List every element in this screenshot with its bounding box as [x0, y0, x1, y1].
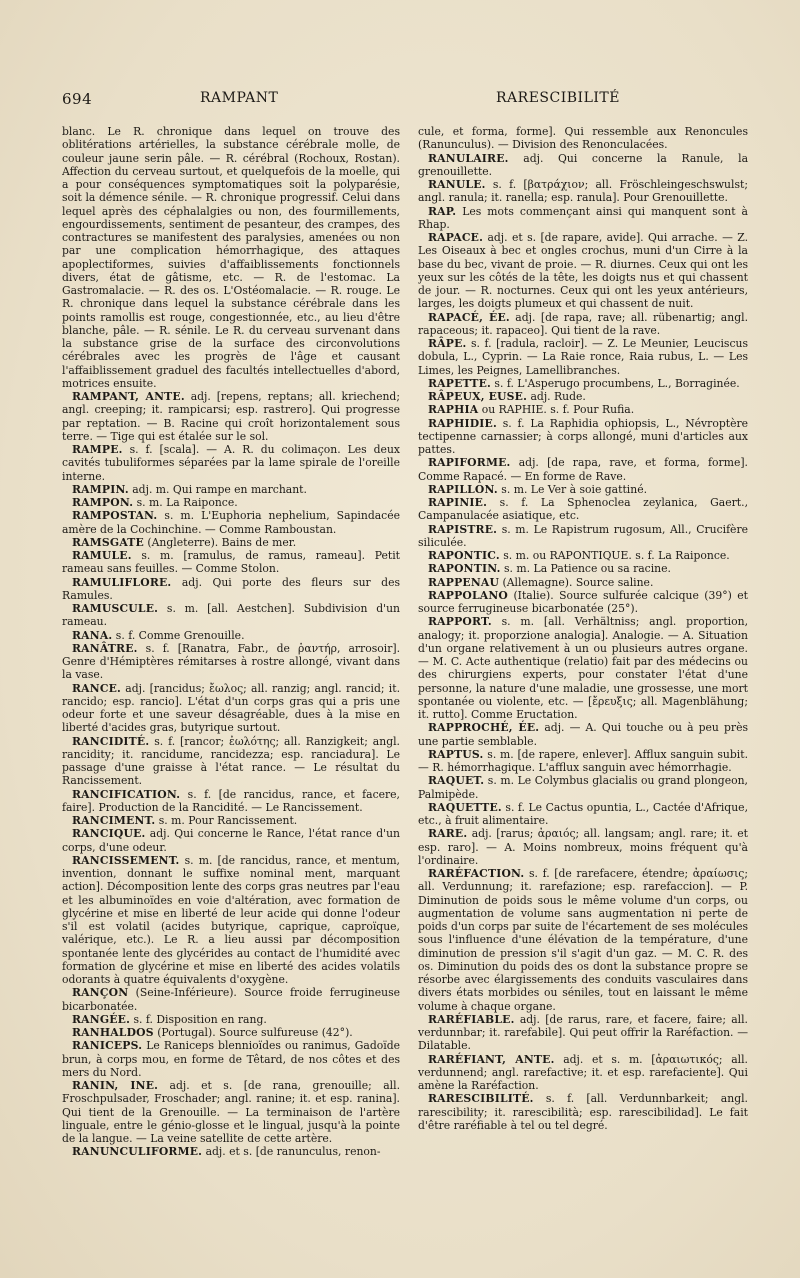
dictionary-entry [418, 801, 748, 828]
headword-right: RARESCIBILITÉ [496, 90, 620, 106]
entry-headword: RANICEPS. [72, 1039, 143, 1053]
dictionary-entry [62, 642, 400, 682]
dictionary-entry [62, 390, 400, 443]
entry-text: s. f. [scala]. — A. R. du colimaçon. Les deux cavités tubuliformes séparées par la lame spirale de l'oreille interne. [62, 443, 400, 483]
dictionary-entry [418, 748, 748, 775]
dictionary-entry [62, 536, 400, 549]
entry-text: s. m. La Raiponce. [136, 496, 238, 509]
dictionary-entry [418, 337, 748, 377]
entry-text: (Portugal). Source sulfureuse (42°). [157, 1026, 353, 1039]
entry-text: s. f. L'Asperugo procumbens, L., Borraginée. [494, 376, 740, 390]
dictionary-entry [418, 1092, 748, 1132]
entry-text: adj. [repens, reptans; all. kriechend; angl. creeping; it. rampicarsi; esp. rastrero]. Qui progresse par reptation. — B. Racine qui croît horizontalement sous terre. — Tige qui est étalée sur le sol. [62, 390, 400, 443]
entry-text: s. m. L'Euphoria nephelium, Sapindacée amère de la Cochinchine. — Comme Ramboustan. [62, 509, 400, 536]
dictionary-entry [418, 417, 748, 457]
running-header [0, 90, 800, 114]
entry-headword: RANA. [72, 628, 113, 642]
entry-headword: RANULAIRE. [428, 151, 509, 165]
entry-text: adj. — A. Qui touche ou à peu près une partie semblable. [418, 721, 748, 748]
dictionary-entry [62, 576, 400, 603]
entry-text: s. f. [all. Verdunnbarkeit; angl. rarescibility; it. rarescibilità; esp. rarescibilidad]. Le fait d'être raréfiable à tel ou tel degré. [418, 1092, 748, 1132]
entry-text: s. m. Le Colymbus glacialis ou grand plongeon, Palmipède. [418, 774, 748, 801]
entry-text: s. m. Le Rapistrum rugosum, All., Crucifère siliculée. [418, 522, 748, 549]
entry-text: cule, et forma, forme]. Qui ressemble aux Renoncules (Ranunculus). — Division des Renonculacées. [418, 125, 748, 152]
entry-headword: RARE. [428, 827, 468, 841]
dictionary-entry [62, 1013, 400, 1026]
dictionary-entry [418, 1053, 748, 1093]
entry-text: s. m. Pour Rancissement. [158, 814, 298, 827]
entry-text: s. f. [Ranatra, Fabr., de ῥαντήρ, arrosoir]. Genre d'Hémiptères rémitarses à rostre allongé, vivant dans la vase. [62, 641, 400, 682]
entry-text: blanc. Le R. chronique dans lequel on trouve des oblitérations artérielles, la substance cérébrale molle, de couleur jaune serin pâle. — R. cérébral (Rochoux, Rostan). Affection du cerveau surtout, et quelquefois de la moelle, qui a pour conséquences symptomatiques soit la polyparésie, soit la démence sénile. — R. chronique progressif. Celui dans lequel après des céphalalgies ou non, des fourmillements, engourdissements, sentiment de pesanteur, des crampes, des contractures se manifestent des paralysies, amenées ou non par une complication hémorrhagique, des attaques apoplectiformes, suivies d'affaiblissements fonctionnels divers, état de gâtisme, etc. — R. de l'estomac. La Gastromalacie. — R. des os. L'Ostéomalacie. — R. rouge. Le R. chronique dans lequel la substance cérébrale dans les points ramollis est rouge, congestionnée, etc., au lieu d'être blanche, pâle. — R. sénile. Le R. du cerveau survenant dans la substance grise de la surface des circonvolutions cérébrales avec les progrès de l'âge et causant l'affaiblissement graduel des facultés intellectuelles d'abord, motrices ensuite. [62, 125, 400, 390]
dictionary-entry [62, 827, 400, 854]
dictionary-entry [62, 509, 400, 536]
entry-text: s. f. La Sphenoclea zeylanica, Gaert., Campanulacée asiatique, etc. [418, 496, 748, 523]
entry-headword: RANCIQUE. [72, 827, 146, 841]
entry-text: s. m. [de rapere, enlever]. Afflux sanguin subit. — R. hémorrhagique. L'afflux sanguin avec hémorrhagie. [418, 747, 748, 774]
entry-headword: RAP. [428, 204, 457, 218]
dictionary-entry [418, 774, 748, 801]
entry-headword: RAMPE. [72, 443, 123, 456]
dictionary-entry [62, 1079, 400, 1145]
dictionary-entry [418, 562, 748, 575]
headword-left: RAMPANT [200, 90, 279, 106]
entry-headword: RANÂTRE. [72, 641, 138, 655]
entry-headword: RAMSGATE [72, 535, 144, 549]
entry-headword: RAMPON. [72, 496, 134, 509]
dictionary-entry [418, 377, 748, 390]
entry-headword: RAPTUS. [428, 747, 484, 761]
dictionary-entry [418, 456, 748, 483]
entry-text: adj. [de rarus, rare, et facere, faire; all. verdunnbar; it. rarefabile]. Qui peut offrir la Raréfaction. — Dilatable. [418, 1012, 748, 1053]
entry-headword: RARÉFIABLE. [428, 1012, 515, 1026]
entry-headword: RANCISSEMENT. [72, 853, 180, 867]
entry-headword: RAMULIFLORE. [72, 575, 172, 589]
dictionary-entry [418, 589, 748, 616]
entry-headword: RAPONTIC. [428, 549, 500, 562]
entry-text: (Italie). Source sulfurée calcique (39°) et source ferrugineuse bicarbonatée (25°). [418, 588, 748, 615]
entry-text: adj. Qui porte des fleurs sur des Ramules. [62, 575, 400, 602]
entry-headword: RANUNCULIFORME. [72, 1145, 203, 1159]
entry-text: adj. et s. [de rapare, avide]. Qui arrache. — Z. Les Oiseaux à bec et ongles crochus, muni d'un Cirre à la base du bec, vivant de proie. — R. diurnes. Ceux qui ont les yeux sur les côtés de la tête, les doigts nus et qui chassent de jour. — R. nocturnes. Ceux qui ont les yeux antérieurs, larges, les doigts plumeux et qui chassent de nuit. [418, 231, 748, 311]
entry-headword: RAPILLON. [428, 482, 498, 496]
entry-text: adj. et s. [de ranunculus, renon- [205, 1145, 381, 1159]
dictionary-entry [418, 549, 748, 562]
entry-text: adj. Rude. [530, 390, 586, 403]
dictionary-entry [418, 523, 748, 550]
dictionary-entry [418, 827, 748, 867]
dictionary-entry [418, 867, 748, 1013]
entry-text: s. f. [de rancidus, rance, et facere, faire]. Production de la Rancidité. — Le Rancissement. [62, 787, 400, 814]
entry-text: s. m. [de rancidus, rance, et mentum, invention, donnant le suffixe nominal ment, marquant action]. Décomposition lente des corps gras neutres par l'eau et les albuminoïdes en voie d'altération, avec formation de glycérine et mise en liberté de leur acide qui donne l'odeur s'il est volatil (acides butyrique, caprique, caproïque, valérique, etc.). Le R. a lieu aussi par décomposition spontanée lente des glycérides au contact de l'humidité avec formation de glycérine et mise en liberté des acides volatils odorants à quatre équivalents d'oxygène. [62, 853, 400, 986]
entry-headword: RAPPOLANO [428, 588, 509, 602]
entry-headword: RAMPANT, ANTE. [72, 390, 185, 403]
entry-headword: RAQUETTE. [428, 800, 502, 814]
dictionary-entry [62, 1026, 400, 1039]
entry-text: s. f. [de rarefacere, étendre; ἀραίωσις; all. Verdunnung; it. rarefazione; esp. rarefaccion]. — P. Diminution de poids sous le même volume d'un corps, ou augmentation de volume sans augmentation ni perte de poids d'un corps par suite de l'écartement de ses molécules sous l'influence d'une élévation de la température, d'une diminution de pression s'il s'agit d'un gaz. — M. C. R. des os. Diminution du poids des os dont la substance propre se résorbe avec élargissements des conduits vasculaires dans divers états morbides ou séniles, tout en laissant le même volume à chaque organe. [418, 867, 748, 1013]
dictionary-entry [62, 496, 400, 509]
dictionary-entry [62, 125, 400, 390]
entry-headword: RANÇON [72, 986, 129, 1000]
entry-headword: RANIN, INE. [72, 1079, 159, 1092]
dictionary-entry [418, 311, 748, 338]
entry-headword: RAPETTE. [428, 376, 491, 390]
entry-text: s. m. ou RAPONTIQUE. s. f. La Raiponce. [503, 549, 730, 562]
entry-headword: RAPHIA [428, 403, 479, 417]
entry-text: s. f. [βατράχιον; all. Fröschleingeschswulst; angl. ranula; it. ranella; esp. ranula]. Pour Grenouillette. [418, 178, 748, 205]
dictionary-entry [418, 1013, 748, 1053]
entry-text: s. m. [ramulus, de ramus, rameau]. Petit rameau sans feuilles. — Comme Stolon. [62, 549, 400, 576]
entry-text: (Angleterre). Bains de mer. [147, 535, 297, 549]
entry-headword: RANCIFICATION. [72, 787, 181, 801]
entry-headword: RAPACÉ, ÉE. [428, 310, 510, 324]
entry-headword: RAMULE. [72, 549, 132, 562]
entry-text: adj. [de rapa, rave, et forma, forme]. Comme Rapacé. — En forme de Rave. [418, 456, 748, 483]
dictionary-entry [62, 483, 400, 496]
dictionary-entry [418, 496, 748, 523]
entry-text: adj. [rarus; ἀραιός; all. langsam; angl. rare; it. et esp. raro]. — A. Moins nombreux, moins fréquent qu'à l'ordinaire. [418, 827, 748, 867]
dictionary-entry [418, 205, 748, 232]
entry-text: s. m. [all. Aestchen]. Subdivision d'un rameau. [62, 602, 400, 629]
entry-headword: RAMUSCULE. [72, 602, 159, 615]
dictionary-entry [62, 629, 400, 642]
page-number: 694 [62, 90, 93, 108]
entry-headword: RAPIFORME. [428, 456, 511, 470]
dictionary-entry [62, 682, 400, 735]
entry-headword: RÂPE. [428, 337, 467, 350]
entry-headword: RARÉFIANT, ANTE. [428, 1052, 555, 1066]
dictionary-entry [62, 602, 400, 629]
entry-headword: RAQUET. [428, 774, 485, 788]
dictionary-entry [418, 615, 748, 721]
entry-headword: RANHALDOS [72, 1026, 154, 1039]
entry-text: adj. Qui concerne la Ranule, la grenouillette. [418, 151, 748, 178]
dictionary-entry [418, 576, 748, 589]
entry-text: s. f. La Raphidia ophiopsis, L., Névroptère tectipenne carnassier; à corps allongé, muni d'articles aux pattes. [418, 416, 748, 456]
entry-headword: RAPPROCHÉ, ÉE. [428, 721, 540, 735]
dictionary-entry [62, 1039, 400, 1079]
entry-text: Le Raniceps blennioïdes ou ranimus, Gadoïde brun, à corps mou, en forme de Têtard, de nos côtes et des mers du Nord. [62, 1039, 400, 1079]
dictionary-entry [62, 814, 400, 827]
entry-text: adj. et s. m. [ἀραιωτικός; all. verdunnend; angl. rarefactive; it. et esp. rarefaciente]. Qui amène la Raréfaction. [418, 1052, 748, 1092]
entry-text: s. m. Le Ver à soie gattiné. [501, 482, 648, 496]
entry-headword: RAPONTIN. [428, 562, 501, 576]
entry-text: adj. [rancidus; ἔωλος; all. ranzig; angl. rancid; it. rancido; esp. rancio]. L'état d'un corps gras qui a pris une odeur forte et une saveur désagréable, dues à la mise en liberté d'acides gras, butyrique surtout. [62, 681, 400, 735]
dictionary-entry [418, 483, 748, 496]
dictionary-entry [418, 178, 748, 205]
entry-headword: RAMPIN. [72, 482, 129, 496]
right-column [418, 125, 748, 1265]
entry-text: (Allemagne). Source saline. [502, 575, 654, 589]
dictionary-entry [418, 231, 748, 311]
dictionary-entry [418, 721, 748, 748]
dictionary-entry [418, 152, 748, 179]
entry-headword: RANULE. [428, 178, 486, 191]
entry-text: s. f. [rancor; ἐωλότης; all. Ranzigkeit; angl. rancidity; it. rancidume, rancidezza; esp. ranciadura]. Le passage d'une graisse à l'état rance. — Le résultat du Rancissement. [62, 734, 400, 788]
entry-text: s. f. Le Cactus opuntia, L., Cactée d'Afrique, etc., à fruit alimentaire. [418, 800, 748, 827]
dictionary-entry [418, 390, 748, 403]
entry-text: ou RAPHIE. s. f. Pour Rufia. [481, 403, 635, 417]
entry-headword: RANCIDITÉ. [72, 734, 150, 748]
entry-headword: RAPHIDIE. [428, 416, 497, 430]
entry-headword: RANGÉE. [72, 1012, 131, 1026]
entry-text: s. f. [radula, racloir]. — Z. Le Meunier, Leuciscus dobula, L., Cyprin. — La Raie ronce, Raia rubus, L. — Les Limes, les Peignes, Lamellibranches. [418, 337, 748, 377]
dictionary-entry [62, 1145, 400, 1158]
entry-text: s. f. Comme Grenouille. [115, 628, 245, 642]
entry-headword: RAPPORT. [428, 615, 492, 629]
entry-text: s. m. [all. Verhältniss; angl. proportion, analogy; it. proporzione analogia]. Analogie. — A. Situation d'un organe relativement à un ou plusieurs autres organe. — M. C. Acte authentique (relatio) fait par des médecins ou des chirurgiens experts, pour constater l'état d'une personne, la nature d'une maladie, une grossesse, une mort spontanée ou violente, etc. — [ἔρευξις; all. Magenblähung; it. rutto]. Comme Eructation. [418, 615, 748, 721]
dictionary-entry [62, 854, 400, 987]
entry-text: (Seine-Inférieure). Source froide ferrugineuse bicarbonatée. [62, 986, 400, 1013]
entry-headword: RARÉFACTION. [428, 867, 525, 880]
entry-text: s. f. Disposition en rang. [133, 1012, 267, 1026]
entry-headword: RANCE. [72, 681, 122, 695]
dictionary-entry [62, 788, 400, 815]
dictionary-entry [62, 986, 400, 1013]
entry-headword: RANCIMENT. [72, 814, 156, 827]
entry-headword: RAMPOSTAN. [72, 509, 158, 523]
dictionary-entry [62, 735, 400, 788]
entry-headword: RARESCIBILITÉ. [428, 1092, 534, 1106]
entry-headword: RAPPENAU [428, 575, 500, 589]
entry-text: adj. m. Qui rampe en marchant. [132, 482, 307, 496]
dictionary-entry [418, 403, 748, 416]
dictionary-entry [62, 549, 400, 576]
entry-headword: RAPINIE. [428, 496, 488, 509]
entry-text: adj. Qui concerne le Rance, l'état rance d'un corps, d'une odeur. [62, 827, 400, 854]
entry-text: Les mots commençant ainsi qui manquent sont à Rhap. [418, 204, 748, 231]
entry-headword: RAPISTRE. [428, 522, 498, 536]
dictionary-entry [62, 443, 400, 483]
left-column [62, 125, 400, 1265]
entry-headword: RAPACE. [428, 231, 484, 244]
entry-text: adj. [de rapa, rave; all. rübenartig; angl. rapaceous; it. rapaceo]. Qui tient de la rave. [418, 310, 748, 337]
entry-text: s. m. La Patience ou sa racine. [504, 562, 671, 576]
dictionary-entry [418, 125, 748, 152]
entry-headword: RÂPEUX, EUSE. [428, 390, 528, 403]
entry-text: adj. et s. [de rana, grenouille; all. Froschpulsader, Froschader; angl. ranine; it. et esp. ranina]. Qui tient de la Grenouille. — La terminaison de l'artère linguale, entre le génio-glosse et le lingual, jusqu'à la pointe de la langue. — La veine satellite de cette artère. [62, 1079, 400, 1145]
